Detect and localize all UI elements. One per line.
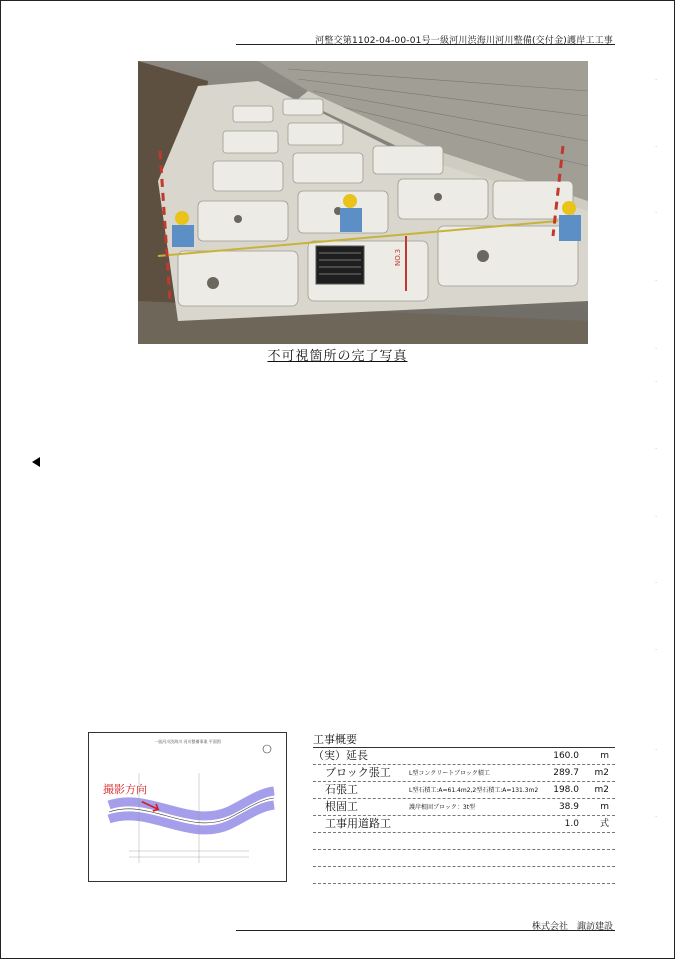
- row-value: 160.0: [553, 751, 579, 761]
- margin-mark: .: [655, 75, 657, 82]
- photo-caption: 不可視箇所の完了写真: [267, 349, 408, 364]
- row-value: 38.9: [558, 802, 579, 812]
- left-arrow-icon[interactable]: [32, 457, 40, 467]
- plan-map: [88, 732, 287, 882]
- completion-photo: [138, 61, 588, 344]
- row-detail: 護岸根固ブロック：3t型: [409, 804, 476, 811]
- photo-sign-label: NO.3: [394, 248, 402, 266]
- margin-mark: .: [655, 276, 657, 283]
- margin-mark: .: [655, 645, 657, 652]
- row-unit: m: [600, 802, 609, 812]
- table-row: [313, 816, 615, 833]
- margin-mark: .: [655, 512, 657, 519]
- map-drawing: [89, 733, 286, 881]
- north-arrow-icon: [263, 745, 271, 753]
- table-row: [313, 765, 615, 782]
- row-label: 根固工: [325, 800, 358, 813]
- shooting-direction-label: 撮影方向: [103, 783, 147, 796]
- row-value: 289.7: [553, 768, 579, 778]
- footer-rule: [236, 930, 615, 931]
- row-value: 198.0: [553, 785, 579, 795]
- margin-mark: .: [655, 142, 657, 149]
- row-label: 石張工: [325, 783, 358, 796]
- margin-mark: .: [655, 344, 657, 351]
- row-detail: L型コンクリートブロック積工: [409, 770, 490, 777]
- row-unit: m: [600, 751, 609, 761]
- project-title: 河整交第1102-04-00-01号一級河川渋海川河川整備(交付金)護岸工工事: [315, 36, 613, 46]
- margin-mark: .: [655, 812, 657, 819]
- row-label: （実）延長: [313, 749, 368, 762]
- margin-mark: .: [655, 377, 657, 384]
- row-unit: m2: [594, 785, 609, 795]
- margin-mark: .: [655, 745, 657, 752]
- summary-title: 工事概要: [313, 733, 615, 748]
- blank-row: [313, 833, 615, 850]
- row-value: 1.0: [564, 819, 579, 829]
- blank-row: [313, 850, 615, 867]
- header-rule: [236, 44, 615, 45]
- margin-mark: .: [655, 208, 657, 215]
- project-summary-table: [313, 733, 615, 884]
- row-unit: m2: [594, 768, 609, 778]
- row-label: 工事用道路工: [325, 817, 391, 830]
- company-name: 株式会社 諏訪建設: [531, 922, 613, 932]
- margin-mark: .: [655, 578, 657, 585]
- row-detail: L型石積工:A=61.4m2,2型石積工:A=131.3m2: [409, 787, 539, 794]
- map-title: 一級河川渋海川 河川整備事業 平面図: [154, 739, 221, 744]
- table-row: [313, 799, 615, 816]
- photo-illustration: [138, 61, 588, 344]
- table-row: [313, 782, 615, 799]
- margin-mark: .: [655, 444, 657, 451]
- table-row: [313, 748, 615, 765]
- blank-row: [313, 867, 615, 884]
- row-unit: 式: [599, 819, 609, 829]
- row-label: ブロック張工: [325, 766, 391, 779]
